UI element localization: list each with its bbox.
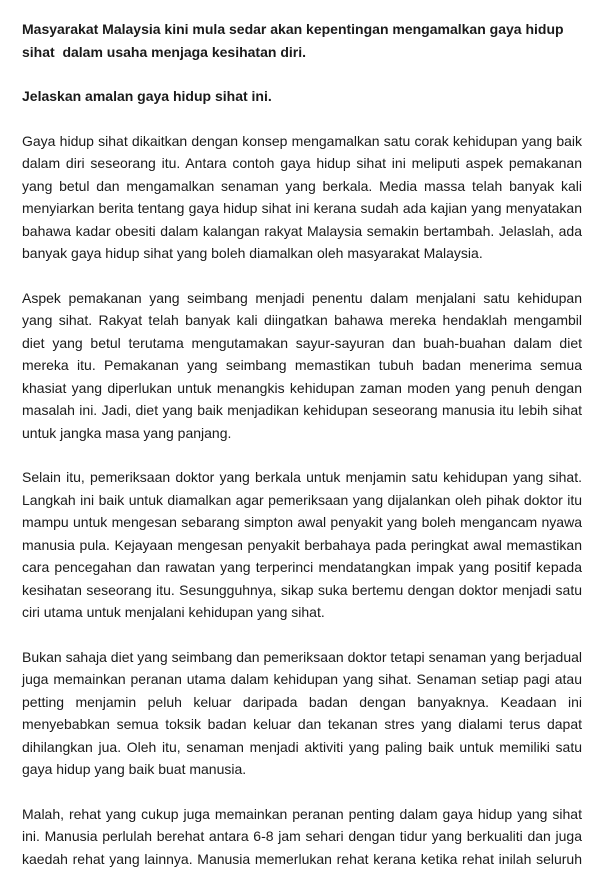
essay-paragraph-4: Bukan sahaja diet yang seimbang dan pemeriksaan doktor tetapi senaman yang berjadual juga memainkan peranan utama dalam kehidupan yang sihat. Senaman setiap pagi atau petting menjamin peluh keluar daripada badan dengan banyaknya. Keadaan ini menyebabkan semua toksik badan keluar dan tekanan stres yang dialami terus dapat dihilangkan jua. Oleh itu, senaman menjadi aktiviti yang paling baik untuk memiliki satu gaya hidup yang baik buat manusia. (22, 648, 582, 777)
essay-paragraph-2: Aspek pemakanan yang seimbang menjadi penentu dalam menjalani satu kehidupan yang sihat. Rakyat telah banyak kali diingatkan bahawa mereka hendaklah mengambil diet yang betul terutama mengutamakan sayur-sayuran dan buah-buahan dalam diet mereka itu. Pemakanan yang seimbang memastikan tubuh badan menerima semua khasiat yang diperlukan untuk menangkis kehidupan zaman moden yang penuh dengan masalah ini. Jadi, diet yang baik menjadikan kehidupan seseorang manusia itu lebih sihat untuk jangka masa yang panjang. (22, 289, 582, 441)
essay-question-heading: Masyarakat Malaysia kini mula sedar akan kepentingan mengamalkan gaya hidup sihat dalam usaha menjaga kesihatan diri. (22, 21, 568, 60)
essay-paragraph-3: Selain itu, pemeriksaan doktor yang berkala untuk menjamin satu kehidupan yang sihat. Langkah ini baik untuk diamalkan agar pemeriksaan yang dijalankan oleh pihak doktor itu mampu untuk mengesan sebarang simpton awal penyakit yang boleh mengancam nyawa manusia pula. Kejayaan mengesan penyakit berbahaya pada peringkat awal memastikan cara pencegahan dan rawatan yang terperinci mendatangkan impak yang positif kepada kesihatan seseorang itu. Sesungguhnya, sikap suka bertemu dengan doktor menjadi satu ciri utama untuk menjalani kehidupan yang sihat. (22, 469, 582, 620)
essay-instruction-heading: Jelaskan amalan gaya hidup sihat ini. (22, 88, 272, 104)
essay-paragraph-1: Gaya hidup sihat dikaitkan dengan konsep mengamalkan satu corak kehidupan yang baik dalam diri seseorang itu. Antara contoh gaya hidup sihat ini meliputi aspek pemakanan yang betul dan mengamalkan senaman yang berkala. Media massa telah banyak kali menyiarkan berita tentang gaya hidup sihat ini kerana sudah ada kajian yang menyatakan bahawa kadar obesiti dalam kalangan rakyat Malaysia semakin bertambah. Jelaslah, ada banyak gaya hidup sihat yang boleh diamalkan oleh masyarakat Malaysia. (22, 132, 582, 261)
essay-paragraph-5: Malah, rehat yang cukup juga memainkan peranan penting dalam gaya hidup yang sihat ini. Manusia perlulah berehat antara 6-8 jam sehari dengan tidur yang berkualiti dan juga kaedah rehat yang lainnya. Manusia memerlukan rehat kerana ketika rehat inilah seluruh (22, 805, 582, 867)
